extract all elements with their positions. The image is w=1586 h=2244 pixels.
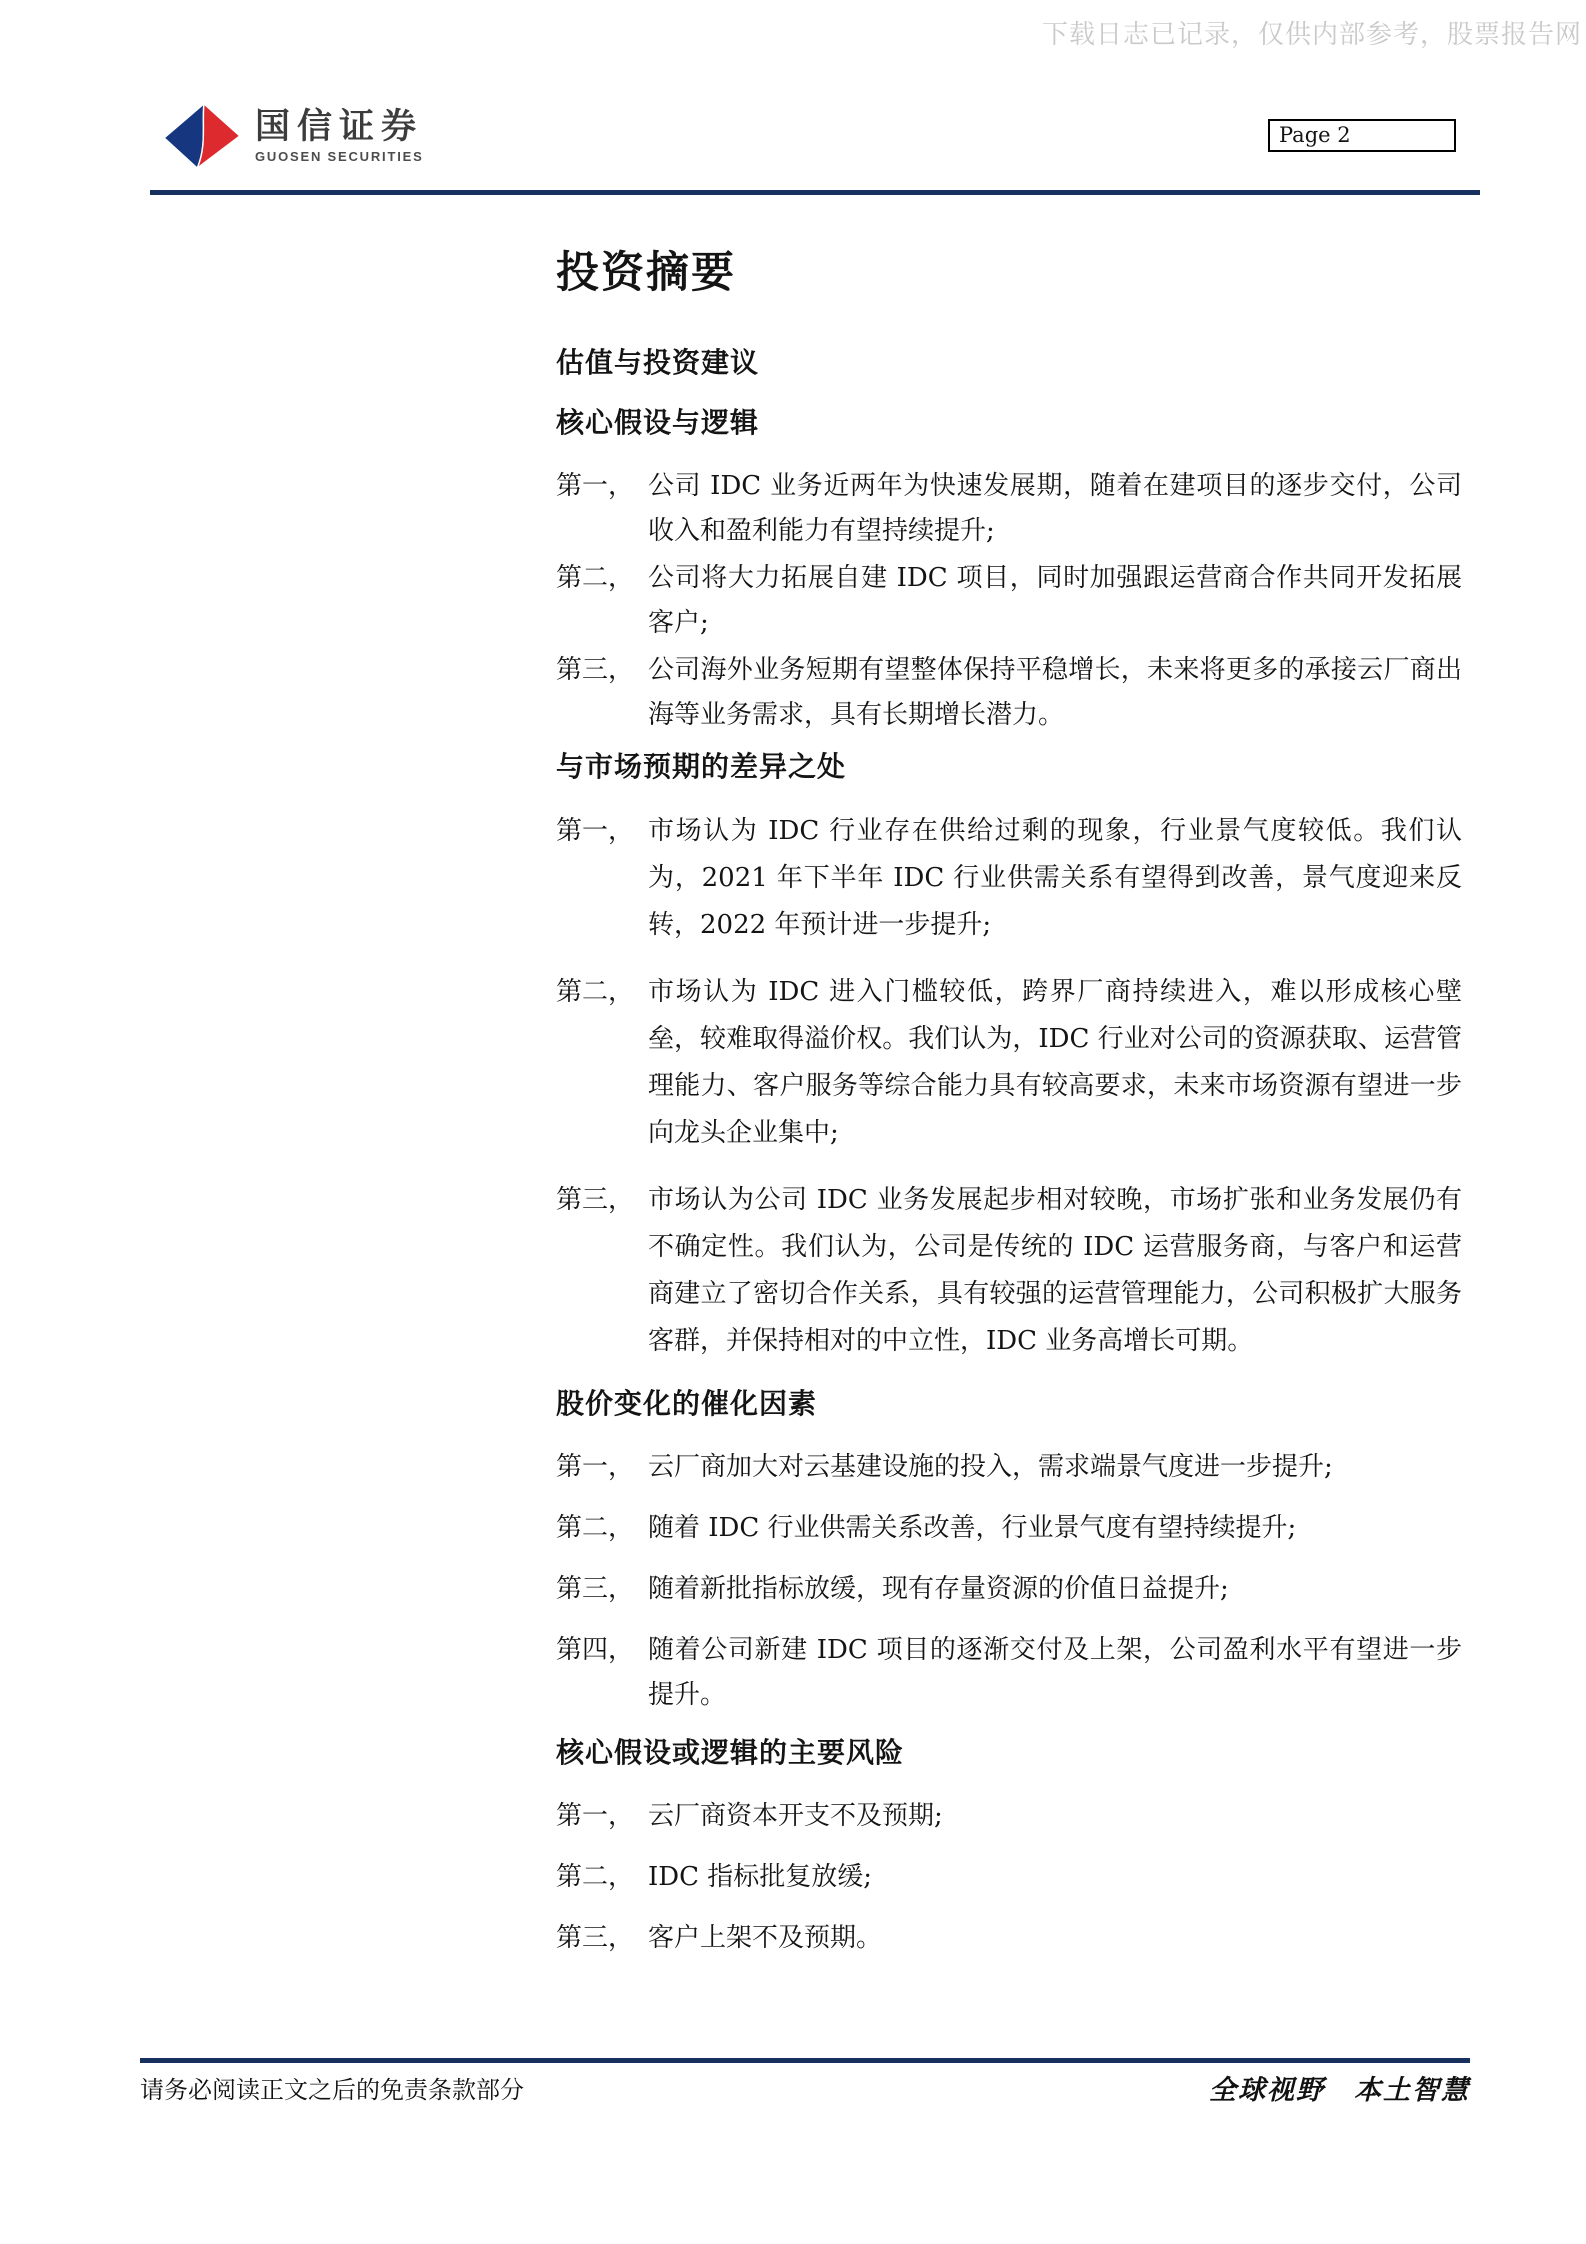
item-label: 第三，: [556, 655, 635, 685]
footer-slogan: 全球视野 本土智慧: [1209, 2075, 1470, 2106]
item-text: 市场认为 IDC 行业存在供给过剩的现象，行业景气度较低。我们认为，2021 年下半年 IDC 行业供需关系有望得到改善，景气度迎来反转，2022 年预计进一步提升;: [648, 816, 1462, 940]
item-label: 第一，: [556, 816, 635, 846]
item-text: 市场认为公司 IDC 业务发展起步相对较晚，市场扩张和业务发展仍有不确定性。我们认为，公司是传统的 IDC 运营服务商，与客户和运营商建立了密切合作关系，具有较强的运营管理能力，公司积极扩大服务客群，并保持相对的中立性，IDC 业务高增长可期。: [648, 1185, 1462, 1356]
item-text: 随着公司新建 IDC 项目的逐渐交付及上架，公司盈利水平有望进一步提升。: [648, 1635, 1462, 1710]
list-item: [556, 1628, 1462, 1718]
item-text: 市场认为 IDC 进入门槛较低，跨界厂商持续进入，难以形成核心壁垒，较难取得溢价权。我们认为，IDC 行业对公司的资源获取、运营管理能力、客户服务等综合能力具有较高要求，未来市场资源有望进一步向龙头企业集中;: [648, 977, 1462, 1148]
list-item: [556, 1855, 1462, 1900]
section-heading-market-differences: 与市场预期的差异之处: [556, 750, 847, 783]
item-text: 云厂商资本开支不及预期;: [648, 1801, 943, 1831]
list-item: [556, 1506, 1462, 1551]
item-text: IDC 指标批复放缓;: [648, 1862, 873, 1892]
footer-disclaimer: 请务必阅读正文之后的免责条款部分: [140, 2076, 524, 2104]
item-label: 第二，: [556, 563, 635, 593]
item-text: 公司海外业务短期有望整体保持平稳增长，未来将更多的承接云厂商出海等业务需求，具有长期增长潜力。: [648, 655, 1462, 730]
page-title: 投资摘要: [556, 248, 736, 298]
list-item: [556, 808, 1462, 949]
item-text: 随着新批指标放缓，现有存量资源的价值日益提升;: [648, 1574, 1229, 1604]
list-item: [556, 1916, 1462, 1961]
list-item: [556, 1445, 1462, 1490]
item-text: 云厂商加大对云基建设施的投入，需求端景气度进一步提升;: [648, 1452, 1333, 1482]
footer-rule: [140, 2058, 1470, 2063]
item-label: 第一，: [556, 1801, 635, 1831]
section-heading-risks: 核心假设或逻辑的主要风险: [556, 1736, 905, 1769]
item-label: 第一，: [556, 1452, 635, 1482]
list-item: [556, 1177, 1462, 1365]
section-heading-valuation: 估值与投资建议: [556, 346, 760, 379]
list-item: [556, 1794, 1462, 1839]
guosen-logo: [163, 102, 424, 170]
section-heading-catalysts: 股价变化的催化因素: [556, 1387, 818, 1420]
item-text: 公司 IDC 业务近两年为快速发展期，随着在建项目的逐步交付，公司收入和盈利能力有望持续提升;: [648, 471, 1462, 546]
item-label: 第三，: [556, 1574, 635, 1604]
item-label: 第四，: [556, 1635, 635, 1665]
logo-text: [255, 108, 424, 164]
list-core-assumptions: [556, 464, 1462, 738]
item-text: 随着 IDC 行业供需关系改善，行业景气度有望持续提升;: [648, 1513, 1297, 1543]
list-risks: [556, 1794, 1462, 1961]
item-text: 公司将大力拓展自建 IDC 项目，同时加强跟运营商合作共同开发拓展客户;: [648, 563, 1462, 638]
header-rule: [150, 190, 1480, 195]
item-label: 第三，: [556, 1185, 635, 1215]
logo-en: GUOSEN SECURITIES: [255, 149, 424, 164]
summary-content: [556, 246, 1462, 1977]
list-item: [556, 648, 1462, 738]
item-label: 第二，: [556, 977, 635, 1007]
page-number-box: Page 2: [1268, 119, 1456, 152]
item-label: 第三，: [556, 1923, 635, 1953]
list-item: [556, 1567, 1462, 1612]
guosen-logo-icon: [163, 102, 241, 170]
section-heading-core-assumptions: 核心假设与逻辑: [556, 406, 760, 439]
list-catalysts: [556, 1445, 1462, 1718]
list-item: [556, 556, 1462, 646]
item-text: 客户上架不及预期。: [648, 1923, 883, 1953]
logo-cn: 国信证券: [255, 107, 424, 146]
item-label: 第一，: [556, 471, 635, 501]
watermark-text: 下载日志已记录，仅供内部参考，股票报告网: [1041, 20, 1582, 50]
list-market-differences: [556, 808, 1462, 1365]
list-item: [556, 464, 1462, 554]
list-item: [556, 969, 1462, 1157]
item-label: 第二，: [556, 1513, 635, 1543]
item-label: 第二，: [556, 1862, 635, 1892]
